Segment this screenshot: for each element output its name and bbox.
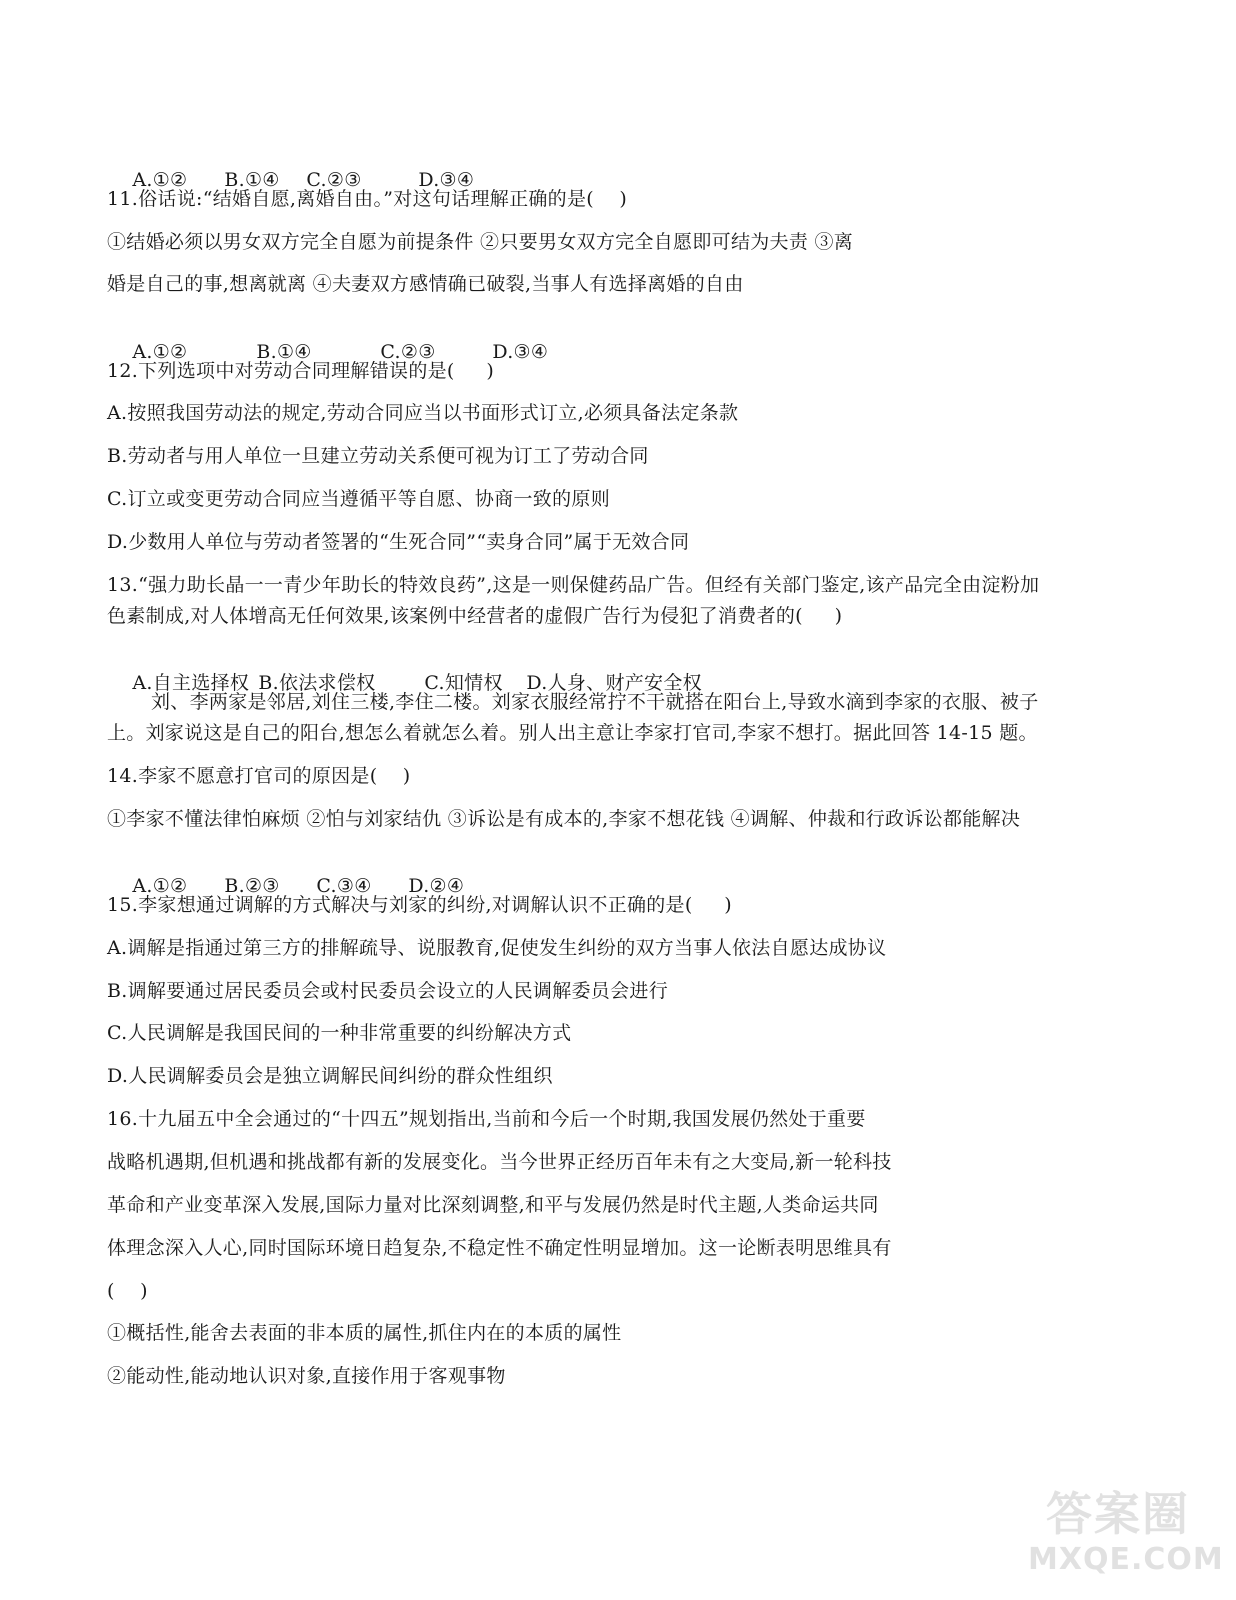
q10-option-c: C.②③	[306, 169, 362, 191]
q11-option-d: D.③④	[492, 341, 549, 363]
q14-option-c: C.③④	[316, 875, 372, 897]
q11-statements-line2: 婚是自己的事,想离就离 ④夫妻双方感情确已破裂,当事人有选择离婚的自由	[107, 273, 744, 295]
q10-option-a: A.①②	[132, 169, 188, 191]
q15-option-d: D.人民调解委员会是独立调解民间纠纷的群众性组织	[107, 1065, 553, 1087]
q14-statements: ①李家不懂法律怕麻烦 ②怕与刘家结仇 ③诉讼是有成本的,李家不想花钱 ④调解、仲裁和行政诉讼都能解决	[107, 808, 1021, 830]
q16-paren: ( )	[107, 1280, 148, 1302]
q12-option-a: A.按照我国劳动法的规定,劳动合同应当以书面形式订立,必须具备法定条款	[107, 402, 739, 424]
q12-option-c: C.订立或变更劳动合同应当遵循平等自愿、协商一致的原则	[107, 488, 611, 510]
watermark-top-text: 答案圈	[1046, 1487, 1190, 1541]
q13-stem-line1: 13.“强力助长晶一一青少年助长的特效良药”,这是一则保健药品广告。但经有关部门鉴定,该产品完全由淀粉加	[107, 574, 1040, 596]
q14-stem: 14.李家不愿意打官司的原因是( )	[107, 765, 411, 787]
q12-option-d: D.少数用人单位与劳动者签署的“生死合同”“卖身合同”属于无效合同	[107, 531, 690, 553]
q13-option-d: D.人身、财产安全权	[526, 672, 702, 694]
q11-option-c: C.②③	[380, 341, 436, 363]
q16-line2: 战略机遇期,但机遇和挑战都有新的发展变化。当今世界正经历百年未有之大变局,新一轮科技	[107, 1151, 892, 1173]
material-line1: 刘、李两家是邻居,刘住三楼,李住二楼。刘家衣服经常拧不干就搭在阳台上,导致水滴到李家的衣服、被子	[151, 691, 1039, 713]
material-line2: 上。刘家说这是自己的阳台,想怎么着就怎么着。别人出主意让李家打官司,李家不想打。据此回答 14-15 题。	[107, 722, 1038, 744]
q16-statement1: ①概括性,能舍去表面的非本质的属性,抓住内在的本质的属性	[107, 1322, 622, 1344]
q14-option-b: B.②③	[224, 875, 280, 897]
q11-option-b: B.①④	[256, 341, 312, 363]
q15-stem: 15.李家想通过调解的方式解决与刘家的纠纷,对调解认识不正确的是( )	[107, 894, 732, 916]
q12-option-b: B.劳动者与用人单位一旦建立劳动关系便可视为订工了劳动合同	[107, 445, 649, 467]
q16-line3: 革命和产业变革深入发展,国际力量对比深刻调整,和平与发展仍然是时代主题,人类命运共同	[107, 1194, 879, 1216]
q11-stem: 11.俗话说:“结婚自愿,离婚自由。”对这句话理解正确的是( )	[107, 188, 628, 210]
q13-option-a: A.自主选择权	[132, 672, 250, 694]
q10-option-d: D.③④	[418, 169, 475, 191]
watermark-logo	[1028, 1478, 1224, 1588]
q15-option-c: C.人民调解是我国民间的一种非常重要的纠纷解决方式	[107, 1022, 572, 1044]
q13-option-b: B.依法求偿权	[258, 672, 376, 694]
q16-line4: 体理念深入人心,同时国际环境日趋复杂,不稳定性不确定性明显增加。这一论断表明思维具有	[107, 1237, 892, 1259]
q14-option-a: A.①②	[132, 875, 188, 897]
q11-option-a: A.①②	[132, 341, 188, 363]
q13-option-c: C.知情权	[424, 672, 503, 694]
q12-stem: 12.下列选项中对劳动合同理解错误的是( )	[107, 360, 495, 382]
q16-line1: 16.十九届五中全会通过的“十四五”规划指出,当前和今后一个时期,我国发展仍然处于重要	[107, 1108, 866, 1130]
q13-stem-line2: 色素制成,对人体增高无任何效果,该案例中经营者的虚假广告行为侵犯了消费者的( )	[107, 605, 843, 627]
q16-statement2: ②能动性,能动地认识对象,直接作用于客观事物	[107, 1365, 506, 1387]
q15-option-b: B.调解要通过居民委员会或村民委员会设立的人民调解委员会进行	[107, 980, 669, 1002]
q10-option-b: B.①④	[224, 169, 280, 191]
q15-option-a: A.调解是指通过第三方的排解疏导、说服教育,促使发生纠纷的双方当事人依法自愿达成协议	[107, 937, 887, 959]
q14-option-d: D.②④	[408, 875, 465, 897]
q11-statements-line1: ①结婚必须以男女双方完全自愿为前提条件 ②只要男女双方完全自愿即可结为夫责 ③离	[107, 231, 854, 253]
watermark-bottom-text: MXQE.COM	[1028, 1542, 1224, 1577]
